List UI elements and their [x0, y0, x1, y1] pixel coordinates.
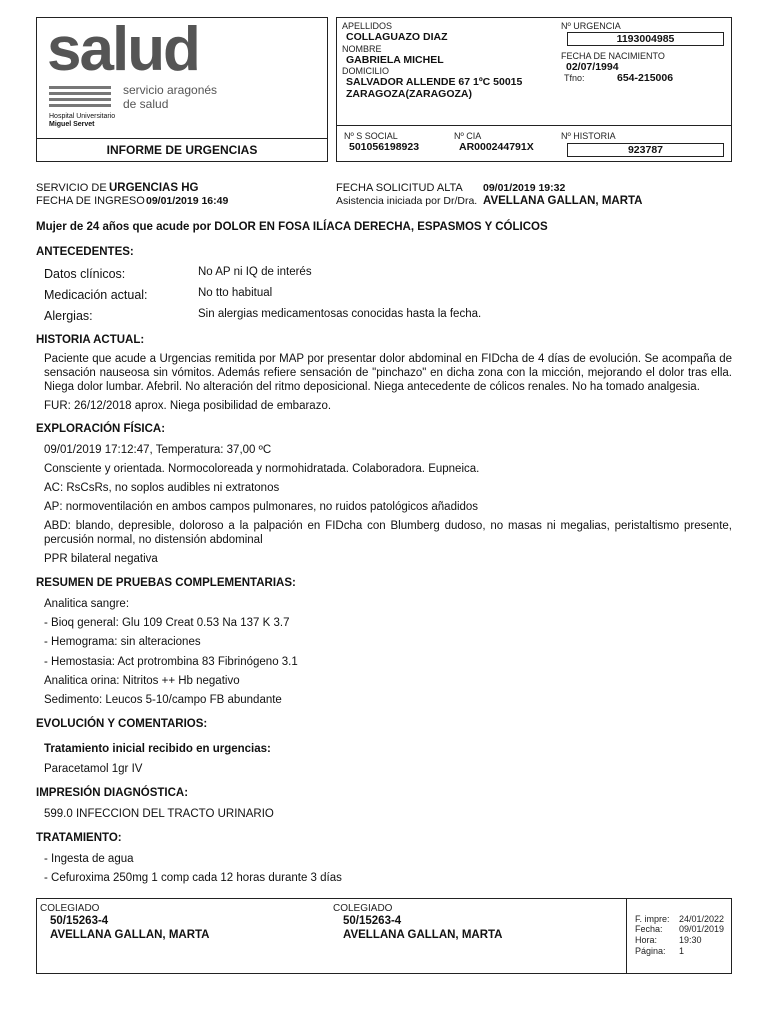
colegiado1-name: AVELLANA GALLAN, MARTA [50, 929, 210, 941]
asistencia-label: Asistencia iniciada por Dr/Dra. [336, 195, 478, 207]
pagina-label: Página: [635, 946, 666, 956]
hospital-line1: Hospital Universitario [49, 113, 116, 120]
ingreso-value: 09/01/2019 16:49 [146, 195, 229, 207]
fnac-value: 02/07/1994 [566, 61, 619, 73]
antecedentes-label: Datos clínicos: [44, 267, 126, 281]
ingreso-label: FECHA DE INGRESO [36, 195, 145, 207]
alta-label: FECHA SOLICITUD ALTA [336, 182, 463, 194]
logo-sub1: servicio aragonés [123, 83, 218, 97]
historia-title: HISTORIA ACTUAL: [36, 334, 145, 346]
colegiado1-number: 50/15263-4 [50, 915, 109, 927]
logo-box [36, 17, 328, 162]
pagina-value: 1 [679, 946, 685, 956]
exploracion-line: ABD: blando, depresible, doloroso a la palpación en FIDcha con Blumberg dudoso, no masas ni megalias, peristaltismo presente, percusión normal, no distensión abdominal [44, 520, 732, 546]
historia-paragraph: Paciente que acude a Urgencias remitida por MAP por presentar dolor abdominal en FIDcha de 4 días de evolución. Se acompaña de sensación nauseosa sin vómitos. Además refiere sensación de "pinchazo" en dicha zona con la micción, mejorando el dolor tras ella. Niega dolor lumbar. Afebril. No alteración del ritmo deposicional. Niega antecedente de cólicos renales. No ha tomado analgesia. [44, 353, 732, 393]
logo-sub2: de salud [123, 97, 169, 111]
ss-label: Nº S SOCIAL [344, 131, 398, 141]
tfno-value: 654-215006 [617, 72, 674, 84]
pruebas-line: - Hemograma: sin alteraciones [44, 636, 201, 648]
evolucion-title: EVOLUCIÓN Y COMENTARIOS: [36, 718, 208, 730]
tratamiento-line: - Ingesta de agua [44, 853, 134, 865]
antecedentes-row [44, 265, 125, 283]
hospital-line2: Miguel Servet [49, 121, 95, 128]
tratamiento-title: TRATAMIENTO: [36, 832, 122, 844]
domicilio-line1: SALVADOR ALLENDE 67 1ºC 50015 [346, 76, 523, 88]
fecha-label: Fecha: [635, 924, 663, 934]
motivo-consulta: Mujer de 24 años que acude por DOLOR EN FOSA ILÍACA DERECHA, ESPASMOS Y CÓLICOS [36, 221, 548, 233]
historia-value: 923787 [567, 143, 724, 157]
antecedentes-label: Alergias: [44, 309, 93, 323]
pruebas-line: Analitica sangre: [44, 598, 130, 610]
footer-divider [626, 899, 627, 973]
fimpre-label: F. impre: [635, 914, 670, 924]
colegiado2-number: 50/15263-4 [343, 915, 402, 927]
ss-value: 501056198923 [349, 141, 420, 153]
cia-value: AR000244791X [459, 141, 534, 153]
impresion-title: IMPRESIÓN DIAGNÓSTICA: [36, 787, 189, 799]
patient-divider [337, 125, 731, 126]
impresion-text: 599.0 INFECCION DEL TRACTO URINARIO [44, 808, 274, 820]
exploracion-line: AC: RsCsRs, no soplos audibles ni extratonos [44, 482, 280, 494]
antecedentes-value: No AP ni IQ de interés [198, 266, 312, 278]
tfno-label: Tfno: [564, 73, 585, 83]
domicilio-label: DOMICILIO [342, 66, 390, 76]
colegiado2-name: AVELLANA GALLAN, MARTA [343, 929, 503, 941]
domicilio-line2: ZARAGOZA(ZARAGOZA) [346, 88, 472, 100]
pruebas-line: Sedimento: Leucos 5-10/campo FB abundante [44, 694, 282, 706]
fecha-value: 09/01/2019 [679, 924, 725, 934]
apellidos-label: APELLIDOS [342, 21, 393, 31]
evolucion-text: Paracetamol 1gr IV [44, 763, 143, 775]
pruebas-title: RESUMEN DE PRUEBAS COMPLEMENTARIAS: [36, 577, 296, 589]
pruebas-line: Analitica orina: Nitritos ++ Hb negativo [44, 675, 240, 687]
servicio-label: SERVICIO DE [36, 182, 107, 194]
nombre-label: NOMBRE [342, 44, 382, 54]
logo-word: salud [47, 15, 199, 84]
colegiado-label: COLEGIADO [333, 903, 393, 914]
exploracion-title: EXPLORACIÓN FÍSICA: [36, 423, 166, 435]
nombre-value: GABRIELA MICHEL [346, 54, 444, 66]
alta-value: 09/01/2019 19:32 [483, 182, 566, 194]
antecedentes-label: Medicación actual: [44, 288, 148, 302]
historia-label: Nº HISTORIA [561, 131, 616, 141]
evolucion-subtitle: Tratamiento inicial recibido en urgencias: [44, 743, 271, 755]
servicio-value: URGENCIAS HG [109, 182, 199, 194]
pruebas-line: - Hemostasia: Act protrombina 83 Fibrinógeno 3.1 [44, 656, 298, 668]
hora-value: 19:30 [679, 935, 702, 945]
fnac-label: FECHA DE NACIMIENTO [561, 51, 665, 61]
title-divider [37, 138, 327, 139]
urgencia-label: Nº URGENCIA [561, 21, 621, 31]
pruebas-line: - Bioq general: Glu 109 Creat 0.53 Na 137 K 3.7 [44, 617, 290, 629]
historia-fur: FUR: 26/12/2018 aprox. Niega posibilidad de embarazo. [44, 400, 332, 412]
salud-logo [47, 15, 257, 111]
logo-stripes [49, 86, 111, 110]
exploracion-line: PPR bilateral negativa [44, 553, 158, 565]
fimpre-value: 24/01/2022 [679, 914, 725, 924]
antecedentes-title: ANTECEDENTES: [36, 246, 134, 258]
asistencia-value: AVELLANA GALLAN, MARTA [483, 195, 643, 207]
cia-label: Nº CIA [454, 131, 482, 141]
exploracion-line: Consciente y orientada. Normocoloreada y normohidratada. Colaboradora. Eupneica. [44, 463, 480, 475]
antecedentes-value: Sin alergias medicamentosas conocidas hasta la fecha. [198, 308, 482, 320]
exploracion-line: AP: normoventilación en ambos campos pulmonares, no ruidos patológicos añadidos [44, 501, 479, 513]
antecedentes-row [44, 307, 93, 325]
urgencia-value: 1193004985 [567, 32, 724, 46]
tratamiento-line: - Cefuroxima 250mg 1 comp cada 12 horas durante 3 días [44, 872, 342, 884]
antecedentes-value: No tto habitual [198, 287, 273, 299]
doc-title: INFORME DE URGENCIAS [106, 143, 258, 157]
colegiado-label: COLEGIADO [40, 903, 100, 914]
hora-label: Hora: [635, 935, 658, 945]
apellidos-value: COLLAGUAZO DIAZ [346, 31, 448, 43]
exploracion-line: 09/01/2019 17:12:47, Temperatura: 37,00 ºC [44, 444, 272, 456]
antecedentes-row [44, 286, 148, 304]
